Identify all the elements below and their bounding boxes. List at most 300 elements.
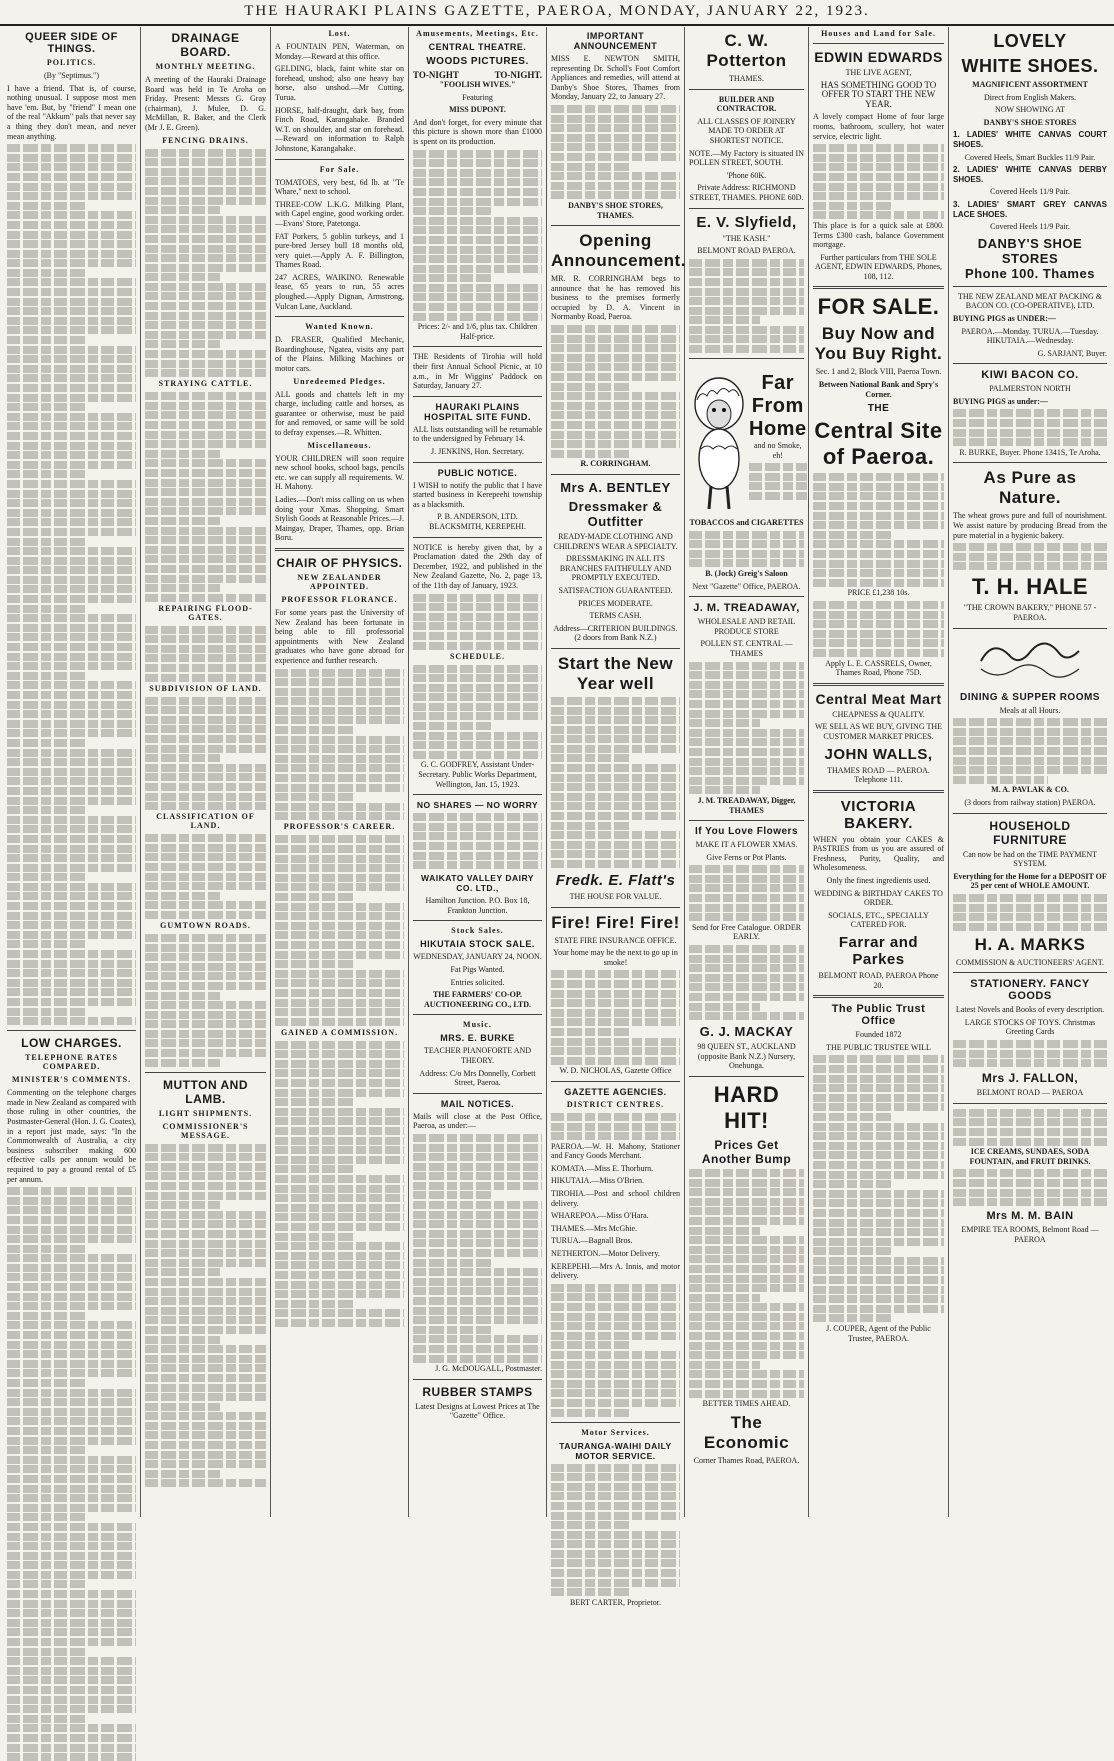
- text-line-placeholder: [689, 1303, 804, 1311]
- text-line-placeholder: [413, 207, 493, 215]
- text-line-placeholder: [7, 1734, 136, 1742]
- ad-title: The Public Trust Office: [831, 1003, 926, 1028]
- ad-text: THE LIVE AGENT,: [845, 68, 912, 77]
- text-line-placeholder: [145, 1059, 220, 1067]
- text-line-placeholder: [813, 1190, 944, 1198]
- ad-text: BERT CARTER, Proprietor.: [570, 1597, 661, 1607]
- text-line-placeholder: [275, 678, 404, 686]
- text-line-placeholder: [551, 440, 680, 448]
- text-line-placeholder: [145, 892, 220, 900]
- column-politics: [3, 27, 141, 1517]
- text-line-placeholder: [275, 1281, 404, 1289]
- text-line-placeholder: [689, 316, 760, 324]
- ad-text: J. COUPER, Agent of the Public Trustee, PAEROA.: [826, 1324, 931, 1343]
- text-line-placeholder: [7, 883, 136, 891]
- text-line-placeholder: [413, 159, 542, 167]
- text-line-placeholder: [145, 1201, 220, 1209]
- article-body: [7, 1187, 136, 1761]
- ad-text: "THE CROWN BAKERY," PHONE 57 - PAEROA.: [963, 603, 1097, 622]
- ad-text: Founded 1872: [855, 1030, 902, 1040]
- article-title: LOW CHARGES.: [21, 1036, 122, 1051]
- text-line-placeholder: [413, 603, 542, 611]
- text-line-placeholder: [689, 777, 804, 785]
- text-line-placeholder: [551, 1531, 680, 1539]
- text-line-placeholder: [689, 1003, 760, 1011]
- text-line-placeholder: [413, 1201, 542, 1209]
- text-line-placeholder: [145, 321, 266, 329]
- text-line-placeholder: [145, 235, 266, 243]
- text-line-placeholder: [953, 904, 1107, 912]
- text-line-placeholder: [551, 1018, 680, 1026]
- text-line-placeholder: [7, 1676, 136, 1684]
- text-line-placeholder: [7, 1273, 136, 1281]
- classified-ad: D. FRASER, Qualified Mechanic, Boardinghouse, Ngatea, visits any part of the Plains. Milking Machines or motor cars.: [275, 335, 404, 374]
- text-line-placeholder: [689, 531, 804, 539]
- text-line-placeholder: [7, 1580, 87, 1588]
- text-line-placeholder: [145, 1316, 266, 1324]
- venue-name: CENTRAL THEATRE.: [428, 42, 527, 52]
- ad-title: MRS. E. BURKE: [440, 1033, 515, 1044]
- ad-text: Prices: 2/- and 1/6, plus tax. Children Half-price.: [417, 322, 538, 341]
- text-line-placeholder: [689, 913, 804, 921]
- text-line-placeholder: [275, 931, 404, 939]
- classified-ad: THREE-COW L.K.G. Milking Plant, with Capel engine, good working order.—Evans' Store, Patetonga.: [275, 199, 404, 228]
- ad-text: Meals at all Hours.: [999, 705, 1061, 715]
- text-line-placeholder: [551, 970, 680, 978]
- text-line-placeholder: [145, 264, 266, 272]
- ad-body: [689, 945, 804, 1020]
- text-line-placeholder: [689, 865, 804, 873]
- text-line-placeholder: [953, 1040, 1107, 1048]
- text-line-placeholder: [551, 1579, 680, 1587]
- text-line-placeholder: [413, 813, 542, 821]
- text-line-placeholder: [275, 803, 404, 811]
- text-line-placeholder: [145, 187, 266, 195]
- text-line-placeholder: [145, 1039, 266, 1047]
- text-line-placeholder: [413, 265, 542, 273]
- text-line-placeholder: [7, 365, 136, 373]
- text-line-placeholder: [145, 953, 266, 961]
- text-line-placeholder: [7, 538, 87, 546]
- text-line-placeholder: [813, 211, 944, 219]
- text-line-placeholder: [813, 512, 944, 520]
- text-line-placeholder: [413, 852, 542, 860]
- text-line-placeholder: [7, 681, 136, 689]
- text-line-placeholder: [145, 834, 266, 842]
- article-subtitle: POLITICS.: [46, 58, 97, 67]
- article-title: QUEER SIDE OF THINGS.: [25, 31, 118, 55]
- text-line-placeholder: [275, 970, 404, 978]
- text-line-placeholder: [7, 720, 136, 728]
- text-line-placeholder: [145, 1011, 266, 1019]
- text-line-placeholder: [953, 429, 1107, 437]
- ad-title: Far: [761, 372, 795, 395]
- notice-signature: J. JENKINS, Hon. Secretary.: [430, 447, 525, 456]
- ad-text: This place is for a quick sale at £800. Terms £300 cash, balance Government mortgage.: [813, 220, 944, 250]
- ad-text: POLLEN ST. CENTRAL — THAMES: [700, 639, 793, 658]
- notice-text: I WISH to notify the public that I have started business in Kerepeehi township as a blacksmith.: [413, 480, 542, 509]
- text-line-placeholder: [145, 1364, 266, 1372]
- text-line-placeholder: [7, 1360, 136, 1368]
- section-heading: Miscellaneous.: [307, 440, 372, 450]
- text-line-placeholder: [953, 776, 1048, 784]
- text-line-placeholder: [275, 1069, 404, 1077]
- text-line-placeholder: [413, 198, 542, 206]
- text-line-placeholder: [145, 421, 266, 429]
- text-line-placeholder: [145, 934, 266, 942]
- notice-body: [413, 1134, 542, 1363]
- text-line-placeholder: [275, 1175, 404, 1183]
- text-line-placeholder: [813, 1180, 894, 1188]
- ad-body: [813, 144, 944, 219]
- ad-title: DINING & SUPPER ROOMS: [960, 691, 1100, 703]
- text-line-placeholder: [275, 1008, 404, 1016]
- text-line-placeholder: [7, 1552, 136, 1560]
- ad-title: WHITE SHOES.: [961, 56, 1099, 76]
- text-line-placeholder: [7, 384, 136, 392]
- text-line-placeholder: [413, 1355, 542, 1363]
- ad-title: Mrs M. M. BAIN: [986, 1210, 1074, 1223]
- text-line-placeholder: [413, 693, 542, 701]
- text-line-placeholder: [275, 1156, 404, 1164]
- text-line-placeholder: [7, 183, 136, 191]
- text-line-placeholder: [7, 1628, 136, 1636]
- text-line-placeholder: [275, 1319, 404, 1327]
- ad-text: Send for Free Catalogue. ORDER EARLY.: [691, 922, 802, 942]
- text-line-placeholder: [689, 1294, 760, 1302]
- text-line-placeholder: [145, 735, 266, 743]
- text-line-placeholder: [145, 546, 266, 554]
- column-amusements: [409, 27, 547, 1517]
- text-line-placeholder: [551, 1409, 631, 1417]
- article-subtitle: MONTHLY MEETING.: [155, 62, 256, 71]
- text-line-placeholder: [813, 601, 944, 609]
- ad-title: C. W. Potterton: [706, 31, 787, 70]
- text-line-placeholder: [7, 422, 136, 430]
- text-line-placeholder: [275, 864, 404, 872]
- text-line-placeholder: [275, 1127, 404, 1135]
- text-line-placeholder: [145, 635, 266, 643]
- text-line-placeholder: [275, 1050, 404, 1058]
- text-line-placeholder: [953, 1050, 1107, 1058]
- text-line-placeholder: [813, 1286, 944, 1294]
- text-line-placeholder: [145, 1220, 266, 1228]
- text-line-placeholder: [145, 555, 266, 563]
- notice-signature: P. B. ANDERSON, LTD. BLACKSMITH, KEREPEHI.: [429, 512, 526, 531]
- text-line-placeholder: [749, 482, 807, 490]
- ad-text: M. A. PAVLAK & CO.: [991, 785, 1069, 795]
- ad-title: HARD HIT!: [713, 1081, 780, 1133]
- ad-title: TAURANGA-WAIHI DAILY MOTOR SERVICE.: [559, 1440, 672, 1461]
- text-line-placeholder: [689, 297, 804, 305]
- text-line-placeholder: [7, 1609, 136, 1617]
- text-line-placeholder: [413, 594, 542, 602]
- ad-title: Phone 100. Thames: [965, 265, 1095, 281]
- ad-title: Fire! Fire! Fire!: [551, 912, 680, 932]
- text-line-placeholder: [145, 1431, 266, 1439]
- text-line-placeholder: [413, 613, 542, 621]
- article-lead: I have a friend. That is, of course, nothing unusual. I suppose most men have 'em. But, by "friend" I mean one of the real "Akkum" pals that never say a thing they don't mean, and never mean anything.: [7, 83, 136, 141]
- text-line-placeholder: [413, 1163, 542, 1171]
- ad-text: DANBY'S SHOE STORES: [983, 117, 1077, 127]
- text-line-placeholder: [7, 777, 136, 785]
- ad-body: [689, 1169, 804, 1398]
- text-line-placeholder: [689, 1236, 804, 1244]
- text-line-placeholder: [7, 547, 136, 555]
- text-line-placeholder: [145, 292, 266, 300]
- column-business-1: [685, 27, 809, 1517]
- text-line-placeholder: [145, 225, 266, 233]
- text-line-placeholder: [7, 816, 136, 824]
- text-line-placeholder: [7, 557, 136, 565]
- text-line-placeholder: [7, 1696, 136, 1704]
- text-line-placeholder: [689, 738, 804, 746]
- text-line-placeholder: [145, 1249, 266, 1257]
- text-line-placeholder: [145, 1182, 266, 1190]
- star-name: MISS DUPONT.: [449, 105, 506, 115]
- agency: TIROHIA.—Post and school children delivery.: [551, 1189, 680, 1208]
- text-line-placeholder: [275, 784, 404, 792]
- text-line-placeholder: [813, 1103, 944, 1111]
- text-line-placeholder: [7, 1638, 136, 1646]
- text-line-placeholder: [275, 1213, 404, 1221]
- text-line-placeholder: [953, 1179, 1107, 1187]
- text-line-placeholder: [7, 1744, 136, 1752]
- ad-text: NOW SHOWING AT: [994, 105, 1066, 115]
- text-line-placeholder: [7, 1513, 87, 1521]
- text-line-placeholder: [953, 419, 1107, 427]
- ad-title: Central Meat Mart: [815, 690, 942, 707]
- ad-title: Farrar and Parkes: [838, 934, 919, 969]
- text-line-placeholder: [689, 1188, 804, 1196]
- ad-title: JOHN WALLS,: [824, 745, 933, 763]
- text-line-placeholder: [413, 293, 542, 301]
- notice-title: HAURAKI PLAINS HOSPITAL SITE FUND.: [424, 401, 531, 422]
- article-subtitle: NEW ZEALANDER APPOINTED.: [297, 572, 382, 591]
- text-line-placeholder: [413, 178, 542, 186]
- text-line-placeholder: [551, 1351, 680, 1359]
- text-line-placeholder: [551, 1313, 680, 1321]
- text-line-placeholder: [551, 363, 680, 371]
- notice-signature: J. G. McDOUGALL, Postmaster.: [435, 1364, 542, 1374]
- section-heading: STRAYING CATTLE.: [158, 379, 253, 389]
- ad-text: PAEROA.—Monday. TURUA.—Tuesday. HIKUTAIA.—Wednesday.: [961, 326, 1099, 346]
- text-line-placeholder: [145, 1451, 266, 1459]
- text-line-placeholder: [551, 383, 631, 391]
- text-line-placeholder: [7, 797, 136, 805]
- agency: KEREPEHI.—Mrs A. Innis, and motor delivery.: [551, 1261, 680, 1281]
- text-line-placeholder: [145, 793, 266, 801]
- text-line-placeholder: [7, 1705, 136, 1713]
- text-line-placeholder: [749, 492, 807, 500]
- text-line-placeholder: [551, 134, 680, 142]
- ad-text: THAMES ROAD — PAEROA. Telephone 111.: [827, 765, 930, 785]
- text-line-placeholder: [7, 1456, 136, 1464]
- ad-body: [551, 697, 680, 868]
- ad-text: Further particulars from THE SOLE AGENT, EDWIN EDWARDS, Phones, 108, 112.: [815, 252, 942, 281]
- ad-text: Latest Designs at Lowest Prices at The "Gazette" Office.: [415, 1401, 540, 1421]
- text-line-placeholder: [7, 998, 136, 1006]
- text-line-placeholder: [145, 158, 266, 166]
- text-line-placeholder: [813, 1084, 944, 1092]
- ad-title: KIWI BACON CO.: [981, 369, 1079, 382]
- section-heading: CLASSIFICATION OF LAND.: [156, 812, 255, 831]
- notice-title: PUBLIC NOTICE.: [437, 467, 518, 478]
- text-line-placeholder: [7, 1667, 136, 1675]
- featuring: Featuring: [462, 92, 493, 102]
- text-line-placeholder: [813, 569, 944, 577]
- text-line-placeholder: [7, 231, 136, 239]
- text-line-placeholder: [275, 726, 355, 734]
- text-line-placeholder: [689, 748, 804, 756]
- text-line-placeholder: [689, 1227, 760, 1235]
- text-line-placeholder: [689, 1169, 804, 1177]
- text-line-placeholder: [7, 442, 136, 450]
- text-line-placeholder: [275, 745, 404, 753]
- text-line-placeholder: [275, 874, 404, 882]
- ad-text: LARGE STOCKS OF TOYS. Christmas Greeting Cards: [964, 1017, 1096, 1037]
- classified-ad: YOUR CHILDREN will soon require new school books, school bags, pencils etc. we can supply all requirements. W. H. Mahony.: [275, 453, 404, 492]
- ad-text: BUILDER AND CONTRACTOR.: [716, 94, 777, 114]
- text-line-placeholder: [7, 144, 136, 152]
- text-line-placeholder: [7, 374, 136, 382]
- text-line-placeholder: [145, 584, 220, 592]
- text-line-placeholder: [689, 710, 804, 718]
- text-line-placeholder: [413, 684, 542, 692]
- text-line-placeholder: [413, 1278, 542, 1286]
- article-body: [145, 697, 266, 811]
- text-line-placeholder: [7, 701, 136, 709]
- text-line-placeholder: [551, 1473, 680, 1481]
- ad-title: Fredk. E. Flatt's: [555, 872, 676, 889]
- text-line-placeholder: [813, 1094, 944, 1102]
- text-line-placeholder: [689, 268, 804, 276]
- ad-body: [953, 409, 1107, 446]
- text-line-placeholder: [275, 883, 404, 891]
- text-line-placeholder: [551, 1009, 680, 1017]
- text-line-placeholder: [413, 169, 542, 177]
- text-line-placeholder: [813, 154, 944, 162]
- text-line-placeholder: [145, 963, 266, 971]
- text-line-placeholder: [689, 288, 804, 296]
- text-line-placeholder: [145, 350, 266, 358]
- text-line-placeholder: [145, 254, 266, 262]
- text-line-placeholder: [689, 983, 804, 991]
- ad-text: PRICE £1,238 10s.: [847, 588, 910, 598]
- ad-text: Address: C/o Mrs Donnelly, Corbett Street, Paeroa.: [419, 1068, 536, 1088]
- text-line-placeholder: [275, 835, 404, 843]
- text-line-placeholder: [749, 463, 807, 471]
- text-line-placeholder: [813, 1171, 944, 1179]
- ad-text: THE HOUSE FOR VALUE.: [569, 892, 662, 901]
- text-line-placeholder: [689, 993, 804, 1001]
- text-line-placeholder: [7, 259, 136, 267]
- text-line-placeholder: [145, 527, 266, 535]
- text-line-placeholder: [145, 745, 266, 753]
- text-line-placeholder: [813, 1228, 944, 1236]
- text-line-placeholder: [7, 605, 87, 613]
- text-line-placeholder: [7, 873, 87, 881]
- section-heading: Wanted Known.: [305, 322, 374, 332]
- ad-text: Give Ferns or Pot Plants.: [706, 852, 787, 862]
- article-title: CHAIR OF PHYSICS.: [276, 555, 403, 570]
- text-line-placeholder: [145, 654, 266, 662]
- text-line-placeholder: [689, 758, 804, 766]
- text-line-placeholder: [551, 431, 680, 439]
- ad-text: TOBACCOS and CIGARETTES: [689, 518, 804, 528]
- text-line-placeholder: [689, 1179, 804, 1187]
- ad-text: THE PUBLIC TRUSTEE WILL: [826, 1042, 931, 1052]
- venue-name: WOODS PICTURES.: [426, 56, 529, 67]
- ad-title: Mrs A. BENTLEY: [560, 479, 671, 495]
- text-line-placeholder: [145, 1240, 266, 1248]
- text-line-placeholder: [7, 1216, 136, 1224]
- text-line-placeholder: [7, 864, 136, 872]
- text-line-placeholder: [551, 1569, 680, 1577]
- text-line-placeholder: [953, 766, 1107, 774]
- byline: (By "Septimus."): [44, 71, 99, 80]
- text-line-placeholder: [689, 719, 760, 727]
- text-line-placeholder: [689, 690, 804, 698]
- text-line-placeholder: [813, 521, 944, 529]
- text-line-placeholder: [275, 1089, 404, 1097]
- ad-body: [551, 970, 680, 1064]
- text-line-placeholder: [7, 595, 136, 603]
- text-line-placeholder: [953, 562, 1107, 570]
- text-line-placeholder: [551, 1399, 680, 1407]
- text-line-placeholder: [813, 1314, 894, 1322]
- ad-text: THAMES.: [729, 74, 764, 83]
- text-line-placeholder: [551, 1293, 680, 1301]
- column-drainage: [141, 27, 271, 1517]
- text-line-placeholder: [413, 1345, 542, 1353]
- text-line-placeholder: [813, 473, 944, 481]
- text-line-placeholder: [551, 1123, 680, 1131]
- text-line-placeholder: [145, 1153, 266, 1161]
- ad-text: MAGNIFICENT ASSORTMENT: [972, 80, 1088, 89]
- text-line-placeholder: [7, 1283, 136, 1291]
- ad-text: EMPIRE TEA ROOMS, Belmont Road — PAEROA: [961, 1225, 1099, 1244]
- text-line-placeholder: [145, 992, 220, 1000]
- text-line-placeholder: [551, 191, 680, 199]
- section-heading: SCHEDULE.: [449, 651, 505, 661]
- ad-text: Apply L. E. CASSRELS, Owner, Thames Road, Phone 75D.: [825, 658, 932, 678]
- ad-body: [813, 473, 944, 587]
- text-line-placeholder: [551, 344, 680, 352]
- text-line-placeholder: [689, 894, 804, 902]
- article-subtitle: COMMISSIONER'S MESSAGE.: [162, 1121, 249, 1140]
- text-line-placeholder: [275, 1137, 404, 1145]
- text-line-placeholder: [413, 674, 542, 682]
- article-title: DRAINAGE BOARD.: [171, 31, 240, 59]
- text-line-placeholder: [275, 716, 404, 724]
- text-line-placeholder: [7, 1437, 136, 1445]
- ad-title: Start the New Year well: [557, 653, 674, 693]
- text-line-placeholder: [551, 754, 631, 762]
- text-line-placeholder: [275, 669, 404, 677]
- section-heading: Amusements, Meetings, Etc.: [416, 29, 539, 38]
- text-line-placeholder: [689, 1332, 804, 1340]
- ad-text: ICE CREAMS, SUNDAES, SODA FOUNTAIN, and FRUIT DRINKS.: [969, 1147, 1091, 1166]
- text-line-placeholder: [145, 944, 266, 952]
- text-line-placeholder: [689, 1370, 804, 1378]
- text-line-placeholder: [145, 575, 266, 583]
- agency: KOMATA.—Miss E. Thorburn.: [551, 1163, 654, 1173]
- text-line-placeholder: [689, 550, 804, 558]
- ad-title: NO SHARES — NO WORRY: [416, 800, 539, 811]
- text-line-placeholder: [7, 163, 136, 171]
- text-line-placeholder: [413, 1287, 542, 1295]
